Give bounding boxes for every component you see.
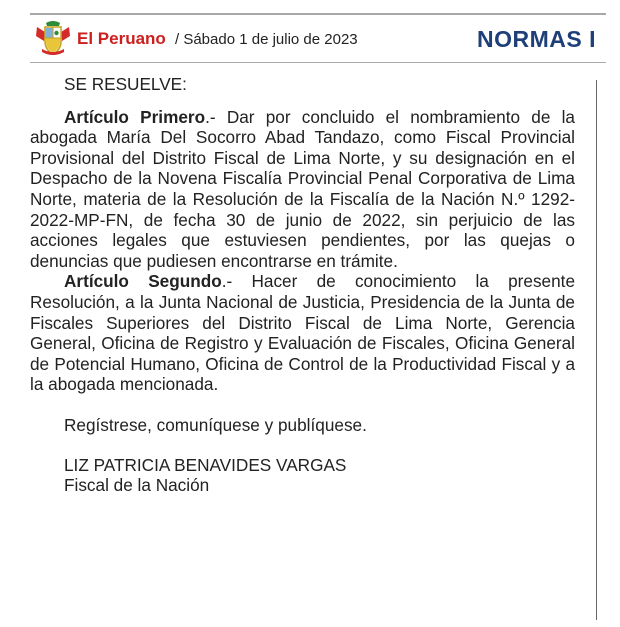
article-second: [30, 271, 575, 395]
article-first-text: .- Dar por concluido el nombramiento de la abogada María Del Socorro Abad Tandazo, como Fiscal Provincial Provisional del Distrito Fiscal de Lima Norte, y su designación en el Despacho de la Novena Fiscalía Provincial Penal Corporativa de Lima Norte, materia de la Resolución de la Fiscalía de la Nación N.º 1292-2022-MP-FN, de fecha 30 de junio de 2022, sin perjuicio de las acciones legales que estuviesen pendientes, por las quejas o denuncias que pudiesen encontrarse en trámite.: [30, 106, 575, 271]
signature-title: Fiscal de la Nación: [64, 475, 210, 496]
resolution-heading: SE RESUELVE:: [64, 74, 187, 94]
article-first-title: Artículo Primero: [64, 106, 206, 127]
signature-name: LIZ PATRICIA BENAVIDES VARGAS: [64, 454, 347, 475]
newspaper-brand: El Peruano: [77, 29, 166, 48]
peru-coat-of-arms-icon: [34, 19, 72, 57]
edition-date: / Sábado 1 de julio de 2023: [175, 31, 358, 48]
header-bottom-rule: [30, 62, 606, 63]
closing-formula: Regístrese, comuníquese y publíquese.: [64, 414, 367, 435]
signature-block: [64, 455, 575, 496]
column-rule: [596, 80, 597, 620]
header-top-rule: [30, 13, 606, 15]
article-first: [30, 107, 575, 272]
newspaper-header: [32, 18, 620, 58]
article-second-title: Artículo Segundo: [64, 271, 222, 292]
section-label: NORMAS I: [477, 26, 596, 52]
resolution-body: [30, 74, 575, 496]
article-second-text: .- Hacer de conocimiento la presente Resolución, a la Junta Nacional de Justicia, Presidencia de la Junta de Fiscales Superiores del Distrito Fiscal de Lima Norte, Gerencia General, Oficina de Registro y Evaluación de Fiscales, Oficina General de Potencial Humano, Oficina de Control de la Productividad Fiscal y a la abogada mencionada.: [30, 271, 576, 395]
